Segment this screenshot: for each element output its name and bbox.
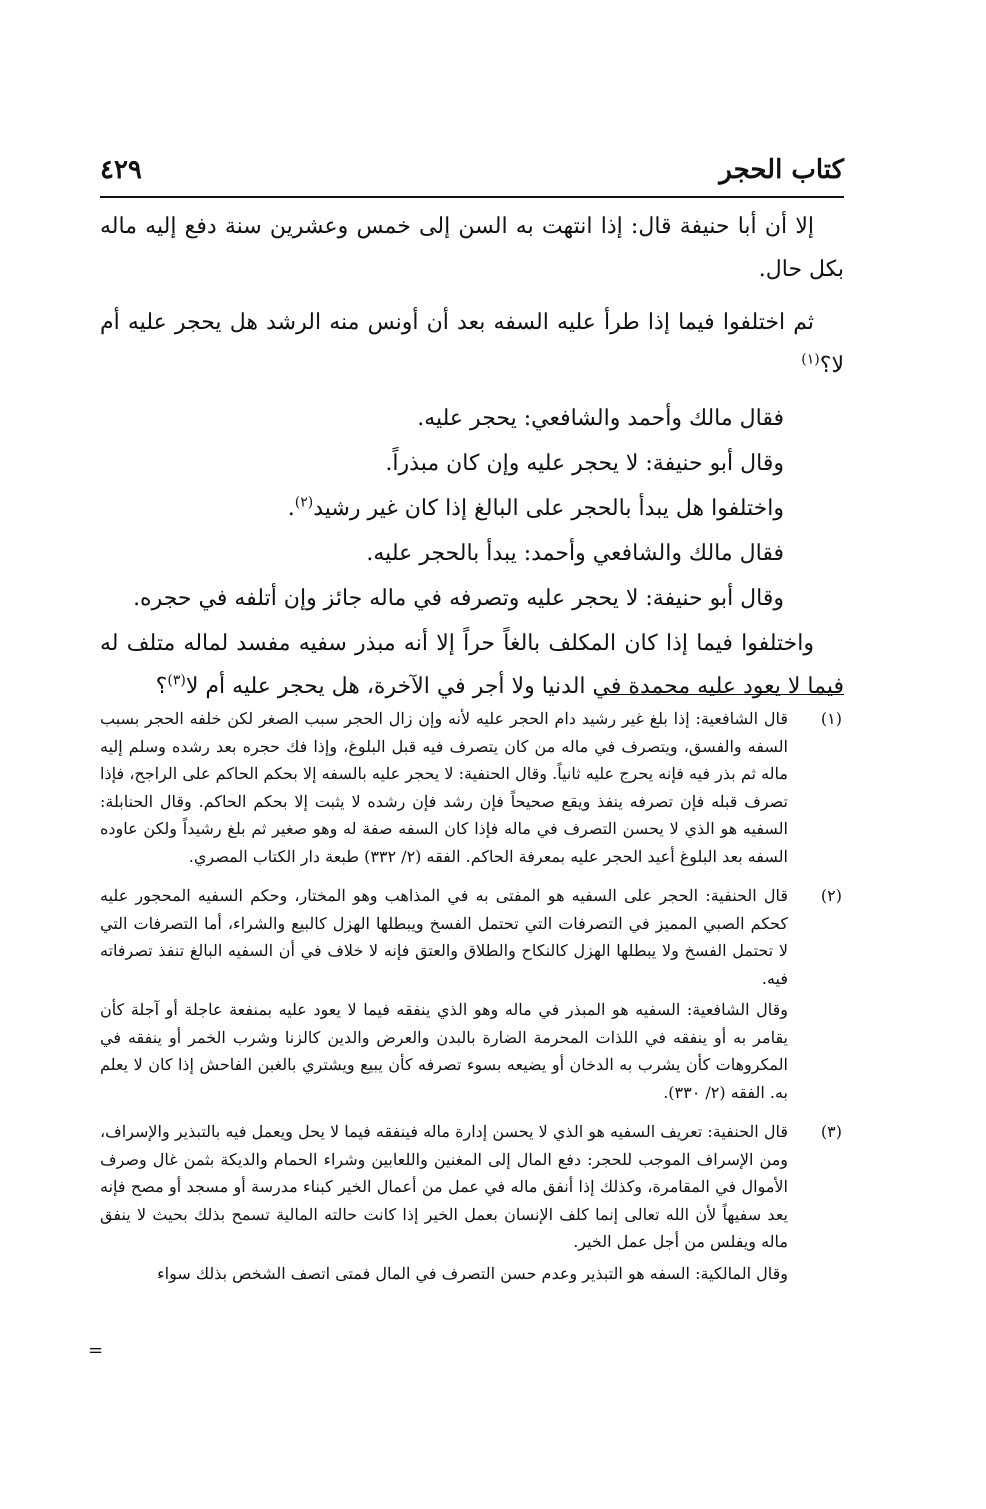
footnote-number: (١) (820, 709, 842, 728)
footnote-ref[interactable]: (٢) (294, 494, 314, 511)
body-paragraph: وقال أبو حنيفة: لا يحجر عليه وإن كان مبذراً. (385, 451, 784, 476)
footnote-body (100, 882, 788, 1110)
footnote (100, 1118, 844, 1291)
footnote (100, 882, 844, 1110)
footnote-number: (٢) (820, 886, 842, 905)
footnote-number: (٣) (820, 1122, 842, 1141)
footnote-paragraph: قال الحنفية: الحجر على السفيه هو المفتى به في المذاهب وهو المختار، وحكم السفيه المحجور عليه كحكم الصبي المميز في التصرفات التي تحتمل الفسخ ويبطلها الهزل كالبيع والشراء، أما التصرفات التي لا تحتمل الفسخ ولا يبطلها الهزل كالنكاح والطلاق والعتق فإنه لا خلاف في أن السفيه البالغ تنفذ تصرفاته فيه. (100, 886, 789, 988)
footnotes-section (100, 705, 844, 1299)
body-paragraph: وقال أبو حنيفة: لا يحجر عليه وتصرفه في ماله جائز وإن أتلفه في حجره. (133, 586, 784, 611)
chapter-title: كتاب الحجر (719, 155, 844, 185)
footnote-ref[interactable]: (١) (801, 351, 820, 368)
footnote-paragraph: قال الشافعية: إذا بلغ غير رشيد دام الحجر عليه لأنه وإن زال الحجر سبب الصغر لكن خلفه الحجر بسبب السفه والفسق، ويتصرف في ماله من كان يتصرف فيه قبل البلوغ، وإذا فك حجره بعد رشده وسلم إليه ماله ثم بذر فيه فإنه يحرج عليه ثانياً. وقال الحنفية: لا يحجر عليه بالسفه إلا بحكم الحاكم على الراجح، فإذا تصرف قبله فإن تصرفه ينفذ ويقع صحيحاً فإن رشد فإن رشده لا يثبت إلا بحكم الحاكم. وقال الحنابلة: السفيه هو الذي لا يحسن التصرف في ماله فإذا كان السفه صفة له وهو صغير ثم بلغ رشيداً ولكن عاوده السفه بعد البلوغ أعيد الحجر عليه بمعرفة الحاكم. الفقه (٢/ ٣٣٢) طبعة دار الكتاب المصري. (100, 709, 789, 866)
footnote-ref[interactable]: (٣) (167, 672, 186, 689)
continuation-mark: = (88, 1340, 104, 1361)
body-paragraph: فقال مالك وأحمد والشافعي: يحجر عليه. (417, 406, 784, 431)
footnote-body (100, 705, 788, 874)
footnote-paragraph: قال الحنفية: تعريف السفيه هو الذي لا يحسن إدارة ماله فينفقه فيما لا يحل ويعمل فيه بالتبذير والإسراف، ومن الإسراف الموجب للحجر: دفع المال إلى المغنين واللعابين وشراء الحمام والديكة بثمن غال وصرف الأموال في المقامرة، وكذلك إذا أنفق ماله في عمل من أعمال الخير كبناء مدرسة أو مسجد أو مصح فإنه يعد سفيهاً لأن الله تعالى إنما كلف الإنسان بعمل الخير إذا كانت حالته المالية تسمح بذلك بحيث لا ينفق ماله ويفلس من أجل عمل الخير. (100, 1122, 788, 1251)
body-paragraph: ثم اختلفوا فيما إذا طرأ عليه السفه بعد أن أونس منه الرشد هل يحجر عليه أم لا؟$^{(١)}$ (100, 310, 844, 378)
main-text (100, 205, 844, 718)
footnote-paragraph: وقال الشافعية: السفيه هو المبذر في ماله وهو الذي ينفقه فيما لا يعود عليه بمنفعة عاجلة أو آجلة كأن يقامر به أو ينفقه في اللذات المحرمة الضارة بالبدن والعرض والدين كالزنا وشرب الخمر أو ينفقه في المكروهات كأن يشرب به الدخان أو يضيعه بسوء تصرفه كأن يبيع ويشتري بالغبن الفاحش إذا كان لا يعلم به. الفقه (٢/ ٣٣٠). (100, 1000, 789, 1102)
body-paragraph: إلا أن أبا حنيفة قال: إذا انتهت به السن إلى خمس وعشرين سنة دفع إليه ماله بكل حال. (100, 214, 844, 282)
body-paragraph: واختلفوا فيما إذا كان المكلف بالغاً حراً إلا أنه مبذر سفيه مفسد لماله متلف له فيما لا يعود عليه محمدة في الدنيا ولا أجر في الآخرة، هل يحجر عليه أم لا$^{(٣)}$؟ (100, 631, 844, 699)
body-paragraph: فقال مالك والشافعي وأحمد: يبدأ بالحجر عليه. (366, 541, 784, 566)
footnote (100, 705, 844, 874)
footnote-paragraph: وقال المالكية: السفه هو التبذير وعدم حسن التصرف في المال فمتى اتصف الشخص بذلك سواء (157, 1263, 788, 1283)
running-header (100, 155, 844, 191)
page-number: ٤٢٩ (100, 155, 142, 185)
header-divider (100, 196, 844, 198)
body-paragraph: واختلفوا هل يبدأ بالحجر على البالغ إذا كان غير رشيد$^{(٢)}$. (287, 494, 784, 521)
footnote-body (100, 1118, 788, 1291)
footnote-divider (604, 694, 844, 695)
